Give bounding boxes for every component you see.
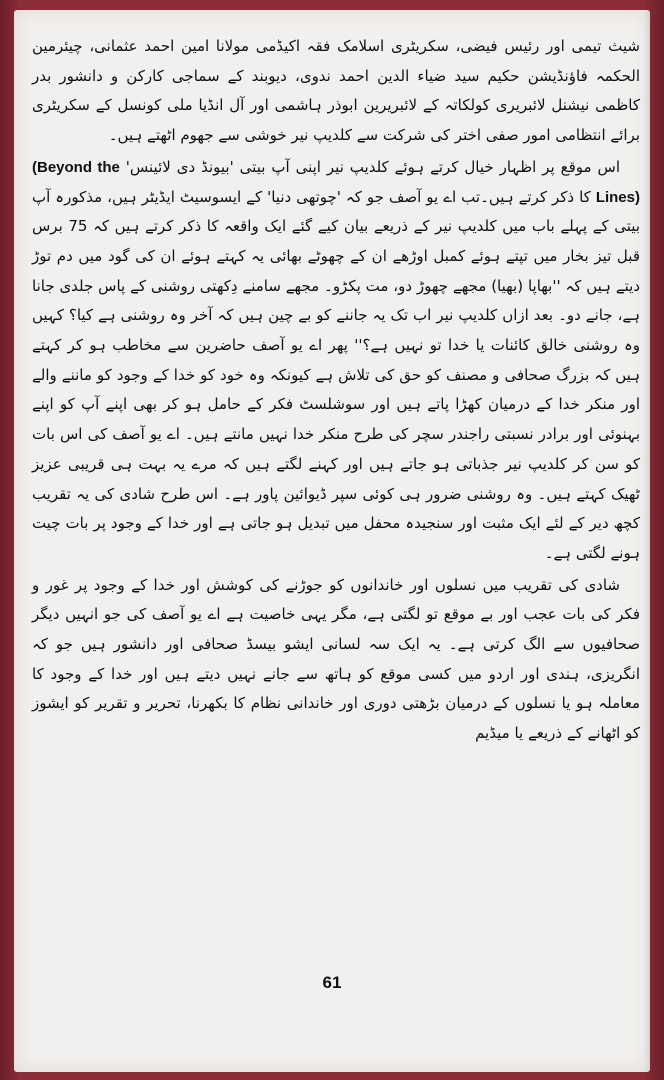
book-page — [14, 10, 650, 1072]
paragraph-text: کا ذکر کرتے ہیں۔تب اے یو آصف جو کہ 'چوتھی دنیا' کے ایسوسیٹ ایڈیٹر ہیں، مذکورہ آپ بیتی کے پہلے باب میں کلدیپ نیر کے ذریعے بیان کیے گئے ایک واقعہ کا ذکر کرتے ہیں کہ 75 برس قبل تیز بخار میں تپتے ہوئے کمبل اوڑھے ان کے چھوٹے بھائی یہ کہتے ہوئے ان کی گود میں دم توڑ دیتے ہیں کہ ''بھاپا (بھیا) مجھے چھوڑ دو، مت پکڑو۔ مجھے سامنے دِکھتی روشنی کے پاس جلدی جانا ہے، جانے دو۔ بعد ازاں کلدیپ نیر اب تک یہ جاننے کو بے چین ہیں کہ آخر وہ روشنی ہے کیا؟ کہیں وہ روشنی خالق کائنات یا خدا تو نہیں ہے؟'' پھر اے یو آصف حاضرین سے مخاطب ہو کر کہتے ہیں کہ بزرگ صحافی و مصنف کو حق کی تلاش ہے کیونکہ وہ خود کو خدا کے وجود کو ماننے والے اور منکر خدا کے درمیان کھڑا پاتے ہیں اور سوشلسٹ فکر کے حامل ہو کر بھی اپنے آپ کو اپنے بہنوئی اور برادر نسبتی راجندر سچر کی طرح منکر خدا نہیں مانتے ہیں۔ اے یو آصف کی اس بات کو سن کر کلدیپ نیر جذباتی ہو جاتے ہیں اور کہنے لگتے ہیں کہ مرے یہ بہت ہی قریبی عزیز ٹھیک کہتے ہیں۔ وہ روشنی ضرور ہی کوئی سپر ڈیوائین پاور ہے۔ اس طرح شادی کی یہ تقریب کچھ دیر کے لئے ایک مثبت اور سنجیدہ محفل میں تبدیل ہو جاتی ہے اور خدا کے وجود پر بات چیت ہونے لگتی ہے۔ — [32, 187, 640, 562]
page-body-text — [32, 32, 640, 749]
page-number: 61 — [322, 973, 342, 992]
book-title-english: (Beyond the Lines) — [32, 158, 640, 206]
paragraph-text: شیث تیمی اور رئیس فیضی، سکریٹری اسلامک فقہ اکیڈمی مولانا امین احمد عثمانی، چیئرمین الحکمہ فاؤنڈیشن حکیم سید ضیاء الدین احمد ندوی، دیوبند کے سماجی کارکن و دانشور بدر کاظمی نیشنل لائبریری کولکاتہ کے لائبریرین ابوذر ہاشمی اور آل انڈیا ملی کونسل کے سکریٹری برائے انتظامی امور صفی اختر کی شرکت سے کلدیپ نیر خوشی سے جھوم اٹھتے ہیں۔ — [32, 37, 640, 145]
paragraph-wedding-ceremony — [32, 571, 640, 749]
paragraph-text: اس موقع پر اظہار خیال کرتے ہوئے کلدیپ نیر اپنی آپ بیتی 'بیونڈ دی لائینس' — [119, 157, 620, 176]
paragraph-attendees — [32, 32, 640, 151]
page-edge-shadow — [644, 10, 650, 1072]
paragraph-text: شادی کی تقریب میں نسلوں اور خاندانوں کو جوڑنے کی کوشش اور خدا کے وجود پر غور و فکر کی بات عجب اور بے موقع تو لگتی ہے، مگر یہی خاصیت ہے اے یو آصف کی جو انہیں دیگر صحافیوں سے الگ کرتی ہے۔ یہ ایک سہ لسانی ایشو بیسڈ صحافی اور دانشور ہیں جو کہ انگریزی، ہندی اور اردو میں کسی موقع کو ہاتھ سے جانے نہیں دیتے ہیں اور خدا کے وجود کا معاملہ ہو یا نسلوں کے درمیان بڑھتی دوری اور خاندانی نظام کا بکھرنا، تحریر و تقریر کو ایشوز کو اٹھانے کے ذریعے یا میڈیم — [32, 575, 640, 743]
paragraph-beyond-the-lines — [32, 153, 640, 569]
